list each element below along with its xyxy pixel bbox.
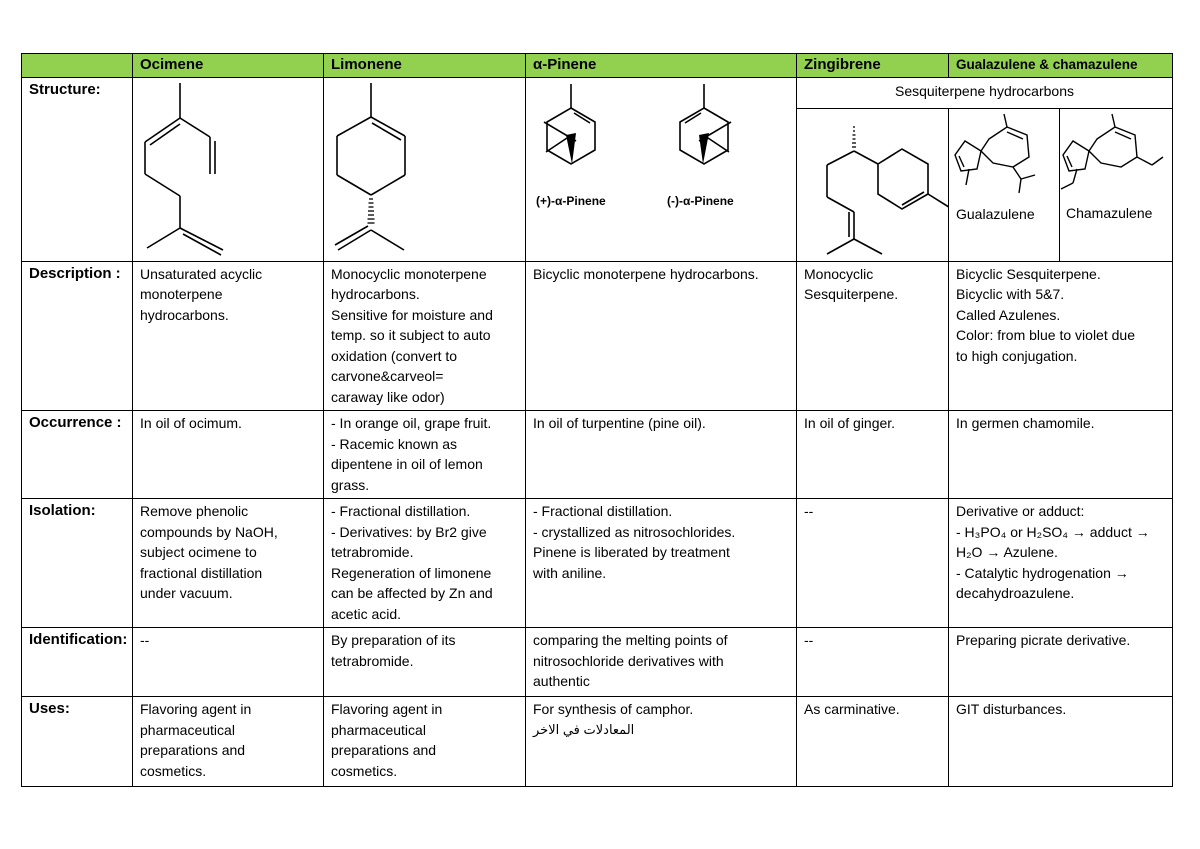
structure-label: Structure: bbox=[22, 77, 133, 261]
identification-ocimene bbox=[133, 628, 324, 697]
cell-line: - crystallized as nitrosochlorides. bbox=[533, 523, 736, 540]
cell-line: Monocyclic bbox=[804, 265, 874, 282]
cell-line: Flavoring agent in bbox=[331, 701, 443, 717]
pinene-structure-drawing bbox=[526, 78, 796, 261]
identification-zingibrene bbox=[797, 628, 949, 697]
cell-line: Pinene is liberated by treatment bbox=[533, 544, 730, 560]
identification-limonene bbox=[324, 628, 526, 697]
pinene-minus-caption: (-)-α-Pinene bbox=[667, 193, 734, 208]
cell-line: Bicyclic with 5&7. bbox=[956, 286, 1065, 302]
cell-line: - Fractional distillation. bbox=[533, 503, 673, 519]
cell-line: In oil of turpentine (pine oil). bbox=[533, 415, 706, 431]
cell-line: Sesquiterpene. bbox=[804, 286, 899, 302]
header-limonene: Limonene bbox=[324, 54, 526, 78]
occurrence-limonene bbox=[324, 411, 526, 499]
cell-line: hydrocarbons. bbox=[140, 306, 229, 323]
cell-line: subject ocimene to bbox=[140, 544, 257, 560]
cell-line: Flavoring agent in bbox=[140, 701, 252, 717]
cell-line: comparing the melting points of bbox=[533, 632, 728, 648]
description-zingibrene bbox=[797, 261, 949, 411]
cell-line: Monocyclic monoterpene bbox=[331, 265, 487, 282]
occurrence-zingibrene bbox=[797, 411, 949, 499]
uses-label: Uses: bbox=[22, 697, 133, 787]
occurrence-pinene bbox=[526, 411, 797, 499]
cell-line: Preparing picrate derivative. bbox=[956, 632, 1131, 648]
cell-line: under vacuum. bbox=[140, 585, 233, 601]
cell-line: pharmaceutical bbox=[331, 721, 426, 738]
sesquiterpene-header: Sesquiterpene hydrocarbons bbox=[797, 78, 1172, 109]
cell-line: nitrosochloride derivatives with bbox=[533, 652, 724, 669]
identification-azulene bbox=[949, 628, 1173, 697]
sesquiterpene-structure bbox=[797, 77, 1173, 261]
description-limonene bbox=[324, 261, 526, 411]
cell-line: compounds by NaOH, bbox=[140, 523, 278, 540]
cell-line: hydrocarbons. bbox=[331, 286, 420, 302]
cell-line: - Catalytic hydrogenation → bbox=[956, 564, 1129, 581]
isolation-zingibrene bbox=[797, 499, 949, 628]
cell-line: cosmetics. bbox=[331, 762, 398, 779]
cell-line: oxidation (convert to bbox=[331, 347, 458, 364]
identification-pinene bbox=[526, 628, 797, 697]
uses-limonene bbox=[324, 697, 526, 787]
cell-line: carvone&carveol= bbox=[331, 368, 444, 384]
cell-line: tetrabromide. bbox=[331, 652, 414, 669]
cell-line: grass. bbox=[331, 476, 370, 493]
cell-line: temp. so it subject to auto bbox=[331, 327, 491, 343]
cell-line: -- bbox=[804, 503, 814, 519]
isolation-ocimene bbox=[133, 499, 324, 628]
azulene-structures-drawing bbox=[949, 109, 1172, 261]
cell-line: to high conjugation. bbox=[956, 347, 1078, 364]
cell-line: acetic acid. bbox=[331, 605, 402, 622]
uses-pinene-lines bbox=[533, 699, 789, 720]
isolation-limonene bbox=[324, 499, 526, 628]
chamazulene-caption: Chamazulene bbox=[1066, 204, 1153, 221]
cell-line: can be affected by Zn and bbox=[331, 585, 493, 601]
cell-line: By preparation of its bbox=[331, 632, 456, 648]
zingibrene-structure bbox=[797, 109, 949, 261]
occurrence-row bbox=[22, 411, 1173, 499]
description-label: Description : bbox=[22, 261, 133, 411]
structure-row bbox=[22, 77, 1173, 261]
cell-line: authentic bbox=[533, 673, 590, 689]
isolation-pinene bbox=[526, 499, 797, 628]
cell-line: GIT disturbances. bbox=[956, 701, 1067, 717]
cell-line: caraway like odor) bbox=[331, 388, 445, 405]
cell-line: dipentene in oil of lemon bbox=[331, 456, 483, 472]
cell-line: - Fractional distillation. bbox=[331, 503, 471, 519]
cell-line: In oil of ocimum. bbox=[140, 415, 242, 431]
cell-line: Called Azulenes. bbox=[956, 306, 1061, 323]
header-row bbox=[22, 54, 1173, 78]
ocimene-structure bbox=[133, 77, 324, 261]
terpene-table bbox=[21, 53, 1173, 787]
header-pinene: α-Pinene bbox=[526, 54, 797, 78]
header-azulene: Gualazulene & chamazulene bbox=[949, 54, 1173, 78]
cell-line: Remove phenolic bbox=[140, 503, 249, 519]
cell-line: As carminative. bbox=[804, 701, 900, 717]
header-zingibrene: Zingibrene bbox=[797, 54, 949, 78]
header-ocimene: Ocimene bbox=[133, 54, 324, 78]
cell-line: - Racemic known as bbox=[331, 435, 458, 452]
cell-line: tetrabromide. bbox=[331, 544, 414, 560]
cell-line: fractional distillation bbox=[140, 564, 263, 581]
description-azulene bbox=[949, 261, 1173, 411]
cell-line: - In orange oil, grape fruit. bbox=[331, 415, 492, 431]
zingibrene-structure-drawing bbox=[797, 109, 948, 261]
pinene-plus-caption: (+)-α-Pinene bbox=[536, 193, 606, 208]
description-pinene bbox=[526, 261, 797, 411]
occurrence-azulene bbox=[949, 411, 1173, 499]
identification-row bbox=[22, 628, 1173, 697]
cell-line: - Derivatives: by Br2 give bbox=[331, 523, 487, 540]
cell-line: Derivative or adduct: bbox=[956, 503, 1085, 519]
cell-line: In oil of ginger. bbox=[804, 415, 896, 431]
description-ocimene bbox=[133, 261, 324, 411]
cell-line: decahydroazulene. bbox=[956, 585, 1075, 601]
cell-line: Color: from blue to violet due bbox=[956, 327, 1135, 343]
pinene-structure bbox=[526, 77, 797, 261]
isolation-label: Isolation: bbox=[22, 499, 133, 628]
cell-line: Sensitive for moisture and bbox=[331, 306, 493, 323]
cell-line: -- bbox=[140, 632, 150, 648]
cell-line: - H₃PO₄ or H₂SO₄ → adduct → bbox=[956, 523, 1150, 540]
cell-line: Bicyclic monoterpene hydrocarbons. bbox=[533, 265, 759, 282]
cell-line: Bicyclic Sesquiterpene. bbox=[956, 265, 1101, 282]
ocimene-structure-drawing bbox=[133, 78, 323, 261]
occurrence-ocimene bbox=[133, 411, 324, 499]
isolation-azulene bbox=[949, 499, 1173, 628]
header-blank bbox=[22, 54, 133, 78]
azulene-divider bbox=[1059, 109, 1060, 261]
gualazulene-caption: Gualazulene bbox=[956, 205, 1035, 222]
azulene-structures bbox=[949, 109, 1172, 261]
cell-line: preparations and bbox=[331, 742, 437, 758]
uses-zingibrene bbox=[797, 697, 949, 787]
description-row bbox=[22, 261, 1173, 411]
uses-pinene-note: المعادلات في الاخر bbox=[533, 721, 635, 737]
cell-line: Unsaturated acyclic bbox=[140, 265, 263, 282]
cell-line: For synthesis of camphor. bbox=[533, 701, 694, 717]
isolation-row bbox=[22, 499, 1173, 628]
cell-line: monoterpene bbox=[140, 286, 223, 302]
cell-line: -- bbox=[804, 632, 814, 648]
uses-ocimene bbox=[133, 697, 324, 787]
uses-azulene bbox=[949, 697, 1173, 787]
limonene-structure bbox=[324, 77, 526, 261]
occurrence-label: Occurrence : bbox=[22, 411, 133, 499]
limonene-structure-drawing bbox=[324, 78, 525, 261]
cell-line: preparations and bbox=[140, 742, 246, 758]
cell-line: Regeneration of limonene bbox=[331, 564, 492, 581]
cell-line: In germen chamomile. bbox=[956, 415, 1095, 431]
cell-line: pharmaceutical bbox=[140, 721, 235, 738]
cell-line: cosmetics. bbox=[140, 762, 207, 779]
cell-line: with aniline. bbox=[533, 564, 607, 581]
identification-label: Identification: bbox=[22, 628, 133, 697]
cell-line: H₂O → Azulene. bbox=[956, 544, 1058, 560]
uses-pinene bbox=[526, 697, 797, 787]
uses-row bbox=[22, 697, 1173, 787]
